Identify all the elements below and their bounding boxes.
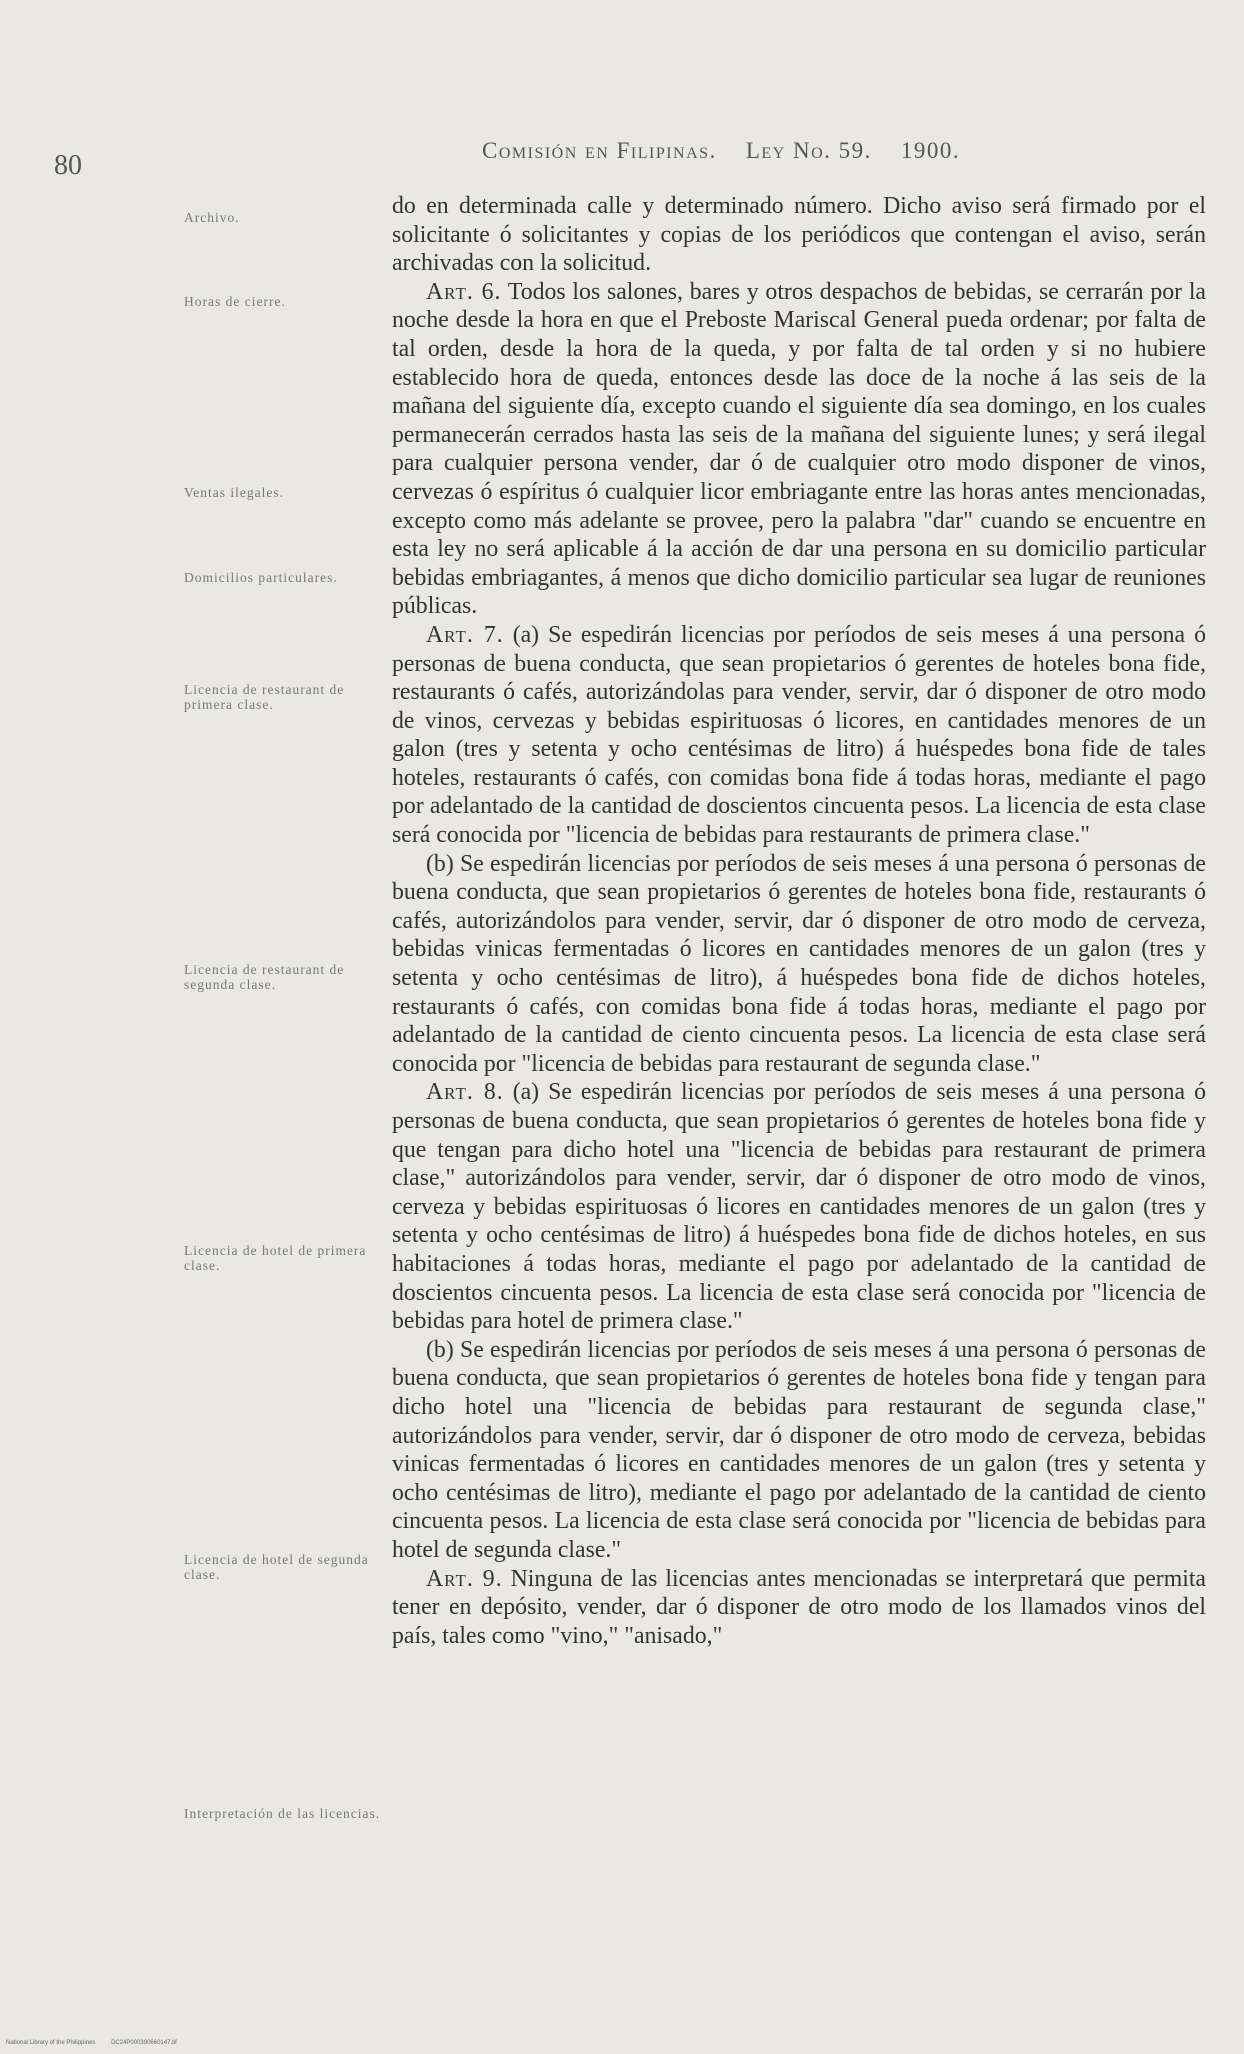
margin-note-domicilios-particulares: Domicilios particulares. — [184, 570, 338, 585]
paragraph-art-8b — [392, 1336, 1206, 1565]
margin-note-restaurant-segunda: Licencia de restaurant de segunda clase. — [184, 962, 345, 992]
page-number: 80 — [54, 150, 82, 181]
margin-note-interpretacion: Interpretación de las licencias. — [184, 1806, 381, 1821]
margin-note-hotel-primera: Licencia de hotel de primera clase. — [184, 1243, 367, 1273]
article-label: Art. 7. — [426, 621, 504, 648]
paragraph-text: (b) Se espedirán licencias por períodos de seis meses á una persona ó personas de buena conducta, que sean propietarios ó gerentes de hoteles bona fide y tengan para dicho hotel una "licencia de bebidas para restaurant de segunda clase," autorizándolos para vender, servir, dar ó disponer de otro modo de cerveza, bebidas vinicas fermentadas ó licores en cantidades menores de un galon (tres y setenta y ocho centésimas de litro), mediante el pago por adelantado de la cantidad de ciento cincuenta pesos. La licencia de esta clase será conocida por "licencia de bebidas para hotel de segunda clase." — [392, 1336, 1206, 1563]
paragraph-text: (a) Se espedirán licencias por períodos de seis meses á una persona ó personas de buena conducta, que sean propietarios ó gerentes de hoteles bona fide, restaurants ó cafés, autorizándolas para vender, servir, dar ó disponer de otro modo de vinos, cervezas y bebidas espirituosas ó licores, en cantidades menores de un galon (tres y setenta y ocho centésimas de litro) á huéspedes bona fide de tales hoteles, restaurants ó cafés, con comidas bona fide á todas horas, mediante el pago por adelantado de la cantidad de doscientos cincuenta pesos. La licencia de esta clase será conocida por "licencia de bebidas para restaurants de primera clase." — [392, 621, 1207, 849]
paragraph-art-9 — [392, 1565, 1206, 1651]
article-label: Art. 8. — [426, 1079, 504, 1106]
paragraph — [392, 192, 1206, 278]
footer — [6, 2040, 191, 2046]
paragraph-text: (b) Se espedirán licencias por períodos de seis meses á una persona ó personas de buena conducta, que sean propietarios ó gerentes de hoteles bona fide, restaurants ó cafés, autorizándolos para vender, servir, dar ó disponer de otro modo de cerveza, bebidas vinicas fermentadas ó licores en cantidades menores de un galon (tres y setenta y ocho centésimas de litro), á huéspedes bona fide de dichos hoteles, restaurants ó cafés, con comidas bona fide á todas horas, mediante el pago por adelantado de la cantidad de ciento cincuenta pesos. La licencia de esta clase será conocida por "licencia de bebidas para restaurant de segunda clase." — [392, 850, 1206, 1077]
paragraph-text: Todos los salones, bares y otros despachos de bebidas, se cerrarán por la noche desde la hora en que el Preboste Mariscal General pueda ordenar; por falta de tal orden, desde la hora de la queda, y por falta de tal orden y si no hubiere establecido hora de queda, entonces desde las doce de la noche á las seis de la mañana del siguiente día, excepto cuando el siguiente día sea domingo, en los cuales permanecerán cerrados hasta las seis de la mañana del siguiente lunes; y será ilegal para cualquier persona vender, dar ó de cualquier otro modo disponer de vinos, cervezas ó espíritus ó cualquier licor embriagante entre las horas antes mencionadas, excepto como más adelante se provee, pero la palabra "dar" cuando se encuentre en esta ley no será aplicable á la acción de dar una persona en su domicilio particular bebidas embriagantes, á menos que dicho domicilio particular sea lugar de reuniones públicas. — [392, 278, 1206, 620]
body-text — [392, 192, 1206, 1650]
paragraph-text: Ninguna de las licencias antes mencionadas se interpretará que permita tener en depósito, vender, dar ó disponer de otro modo de los llamados vinos del país, tales como "vino," "anisado," — [392, 1565, 1206, 1649]
running-head — [482, 138, 960, 164]
margin-note-horas-de-cierre: Horas de cierre. — [184, 294, 286, 309]
margin-note-hotel-segunda: Licencia de hotel de segunda clase. — [184, 1552, 369, 1582]
law-number: Ley No. 59. — [745, 138, 872, 163]
paragraph-art-8a — [392, 1078, 1206, 1335]
article-label: Art. 6. — [426, 278, 502, 305]
paragraph-art-7b — [392, 850, 1206, 1079]
paragraph-text: (a) Se espedirán licencias por períodos de seis meses á una persona ó personas de buena conducta, que sean propietarios ó gerentes de hoteles bona fide y que tengan para dicho hotel una "licencia de bebidas para restaurant de primera clase," autorizándolos para vender, servir, dar ó disponer de otro modo de vinos, cerveza y bebidas espirituosas ó licores en cantidades menores de un galon (tres y setenta y ocho centésimas de litro) á huéspedes bona fide de dichos hoteles, en sus habitaciones á todas horas, mediante el pago por adelantado de la cantidad de doscientos cincuenta pesos. La licencia de esta clase será conocida por "licencia de bebidas para hotel de primera clase." — [392, 1079, 1207, 1335]
paragraph-art-7a — [392, 621, 1206, 850]
article-label: Art. 9. — [426, 1565, 503, 1592]
paragraph-art-6 — [392, 278, 1206, 621]
paragraph-text: do en determinada calle y determinado número. Dicho aviso será firmado por el solicitante ó solicitantes y copias de los periódicos que contengan el aviso, serán archivadas con la solicitud. — [392, 193, 1206, 277]
margin-note-ventas-ilegales: Ventas ilegales. — [184, 485, 284, 500]
margin-note-restaurant-primera: Licencia de restaurant de primera clase. — [184, 682, 345, 712]
margin-note-archivo: Archivo. — [184, 210, 240, 225]
footer-institution: National Library of the Philippines — [6, 2040, 96, 2046]
year: 1900. — [900, 138, 961, 163]
running-title: Comisión en Filipinas. — [482, 138, 717, 163]
footer-code: DC24P000390660147.tif — [111, 2040, 177, 2046]
